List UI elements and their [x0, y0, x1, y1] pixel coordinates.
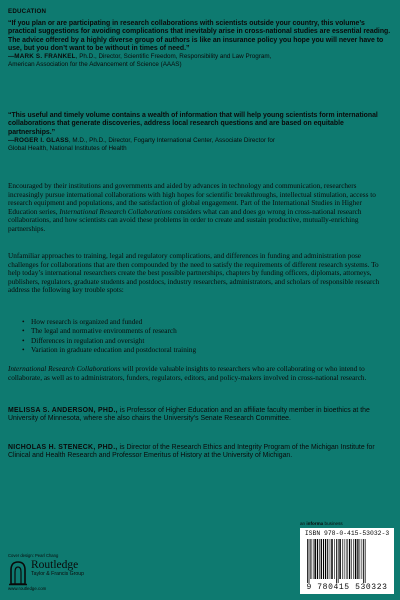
barcode-bar	[362, 539, 363, 579]
author-name: NICHOLAS H. STENECK, PHD.,	[8, 444, 118, 451]
author-name: MELISSA S. ANDERSON, PHD.,	[8, 407, 118, 414]
barcode-bar	[307, 539, 308, 583]
barcode-bar	[338, 539, 339, 583]
attribution-dash: —	[8, 137, 15, 145]
list-item: • How research is organized and funded	[22, 318, 382, 327]
barcode-bar	[357, 539, 358, 579]
publisher-logo	[8, 559, 138, 591]
publisher-name: Routledge	[31, 559, 79, 571]
endorser-affiliation: American Association for the Advancement of Science (AAAS)	[8, 61, 182, 69]
barcode-bar	[309, 539, 310, 583]
trouble-spots-list	[22, 318, 382, 356]
publisher-group: Taylor & Francis Group	[31, 571, 85, 577]
endorser-credentials: , M.D., Ph.D., Director, Fogarty International Center, Associate Director for	[68, 137, 276, 145]
author-bio-text: is Professor of Higher Education and an affiliate faculty member in bioethics at the University of Minnesota, where she also chairs the University’s Senate Research Committee.	[8, 407, 370, 423]
attribution-dash: —	[8, 53, 15, 61]
endorsement-quote-1	[8, 20, 392, 69]
barcode-bar	[331, 539, 333, 579]
description-paragraph-2: Unfamiliar approaches to training, legal and regulatory complications, and differences in funding and administration pose challenges for collaborations that are then compounded by the need to satisfy the requirements of different research systems. To help today’s international researchers create the best possible partnerships, chapters by funding officers, diplomats, attorneys, publishers, regulators, graduate students and postdocs, industry researchers, administrators, and scholars of responsible research address the following key trouble spots:	[8, 252, 380, 295]
barcode-bar	[334, 539, 335, 579]
barcode-bar	[360, 539, 361, 579]
endorser-affiliation: Global Health, National Institutes of Health	[8, 144, 127, 152]
paragraph-text: Encouraged by their institutions and governments and aided by advances in technology and communication, researchers increasingly pursue international collaborations with high hopes for scientific breakthroughs, intellectual stimulation, access to research equipment and populations, and the satisfaction of global engagement. Part of the International Studies in Higher Education series,	[8, 182, 376, 216]
endorser-name: ROGER I. GLASS	[14, 137, 69, 145]
category-label: EDUCATION	[8, 8, 47, 15]
informa-prefix: an	[300, 521, 307, 526]
isbn-barcode	[300, 528, 394, 594]
barcode-bar	[349, 539, 350, 579]
barcode-bar	[330, 539, 331, 579]
barcode-bar	[319, 539, 320, 579]
description-paragraph-3	[8, 365, 392, 382]
list-item: • Variation in graduate education and postdoctoral training	[22, 346, 382, 355]
barcode-number: 9 780415 530323	[306, 583, 388, 592]
barcode-bar	[336, 539, 337, 583]
barcode-bar	[339, 539, 341, 579]
list-item: • Differences in regulation and oversight	[22, 337, 382, 346]
book-title-italic: International Research Collaborations	[8, 365, 121, 373]
barcode-bar	[344, 539, 345, 579]
barcode-bar	[321, 539, 322, 579]
barcode-bar	[347, 539, 348, 579]
barcode-bar	[351, 539, 352, 579]
barcode-bar	[325, 539, 326, 579]
quote-attribution	[8, 53, 392, 68]
endorser-credentials: , Ph.D., Director, Scientific Freedom, Responsibility and Law Program,	[75, 53, 272, 61]
paragraph-text: considers what can and does go wrong in cross-national research collaborations, and how scientists can avoid these problems in order to create and sustain productive, mutually-enriching partnerships.	[8, 207, 362, 233]
quote-text: “This useful and timely volume contains a wealth of information that will help young scientists form international collaborations that generate discoveries, address local research questions and are based on equitable partnerships.”	[8, 112, 378, 136]
informa-suffix: business	[323, 521, 343, 526]
quote-text: “If you plan or are participating in research collaborations with scientists outside your country, this volume’s practical suggestions for avoiding complications that inevitably arise in cross-national studies are essential reading. The advice offered by a highly diverse group of authors is like an insurance policy you hope you will never have to use, but you don’t want to be without in times of need.”	[8, 20, 391, 53]
barcode-bars	[306, 539, 388, 583]
barcode-bar	[355, 539, 357, 579]
barcode-bar	[346, 539, 347, 579]
barcode-bar	[323, 539, 324, 579]
routledge-logo-icon	[8, 560, 28, 586]
endorser-name: MARK S. FRANKEL	[14, 53, 76, 61]
author-bio-text: is Director of the Research Ethics and Integrity Program of the Michigan Institute for Clinical and Health Research and Professor Emeritus of History at the University of Michigan.	[8, 444, 375, 460]
barcode-bar	[317, 539, 318, 579]
informa-tagline	[300, 521, 343, 526]
barcode-bar	[342, 539, 343, 579]
quote-attribution	[8, 137, 392, 152]
barcode-bar	[365, 539, 366, 583]
barcode-bar	[353, 539, 354, 579]
description-paragraph-1	[8, 182, 392, 234]
barcode-bar	[363, 539, 364, 583]
isbn-text: ISBN 978-0-415-53032-3	[304, 530, 390, 537]
paragraph-text: will provide valuable insights to researchers who are collaborating or who intend to collaborate, as well as to administrators, funders, regulators, editors, and policy-makers involved in cross-national research.	[8, 365, 367, 382]
author-bio-1	[8, 407, 392, 424]
barcode-bar	[313, 539, 314, 579]
cover-design-credit: Cover design: Pearl Chang	[8, 553, 59, 558]
book-title-italic: International Research Collaborations	[59, 207, 172, 216]
publisher-url: www.routledge.com	[8, 586, 47, 591]
barcode-bar	[314, 539, 316, 579]
informa-brand: informa	[306, 521, 324, 526]
endorsement-quote-2	[8, 112, 392, 152]
author-bio-2	[8, 444, 392, 461]
barcode-bar	[310, 539, 311, 579]
barcode-bar	[327, 539, 328, 579]
list-item: • The legal and normative environments of research	[22, 327, 382, 336]
